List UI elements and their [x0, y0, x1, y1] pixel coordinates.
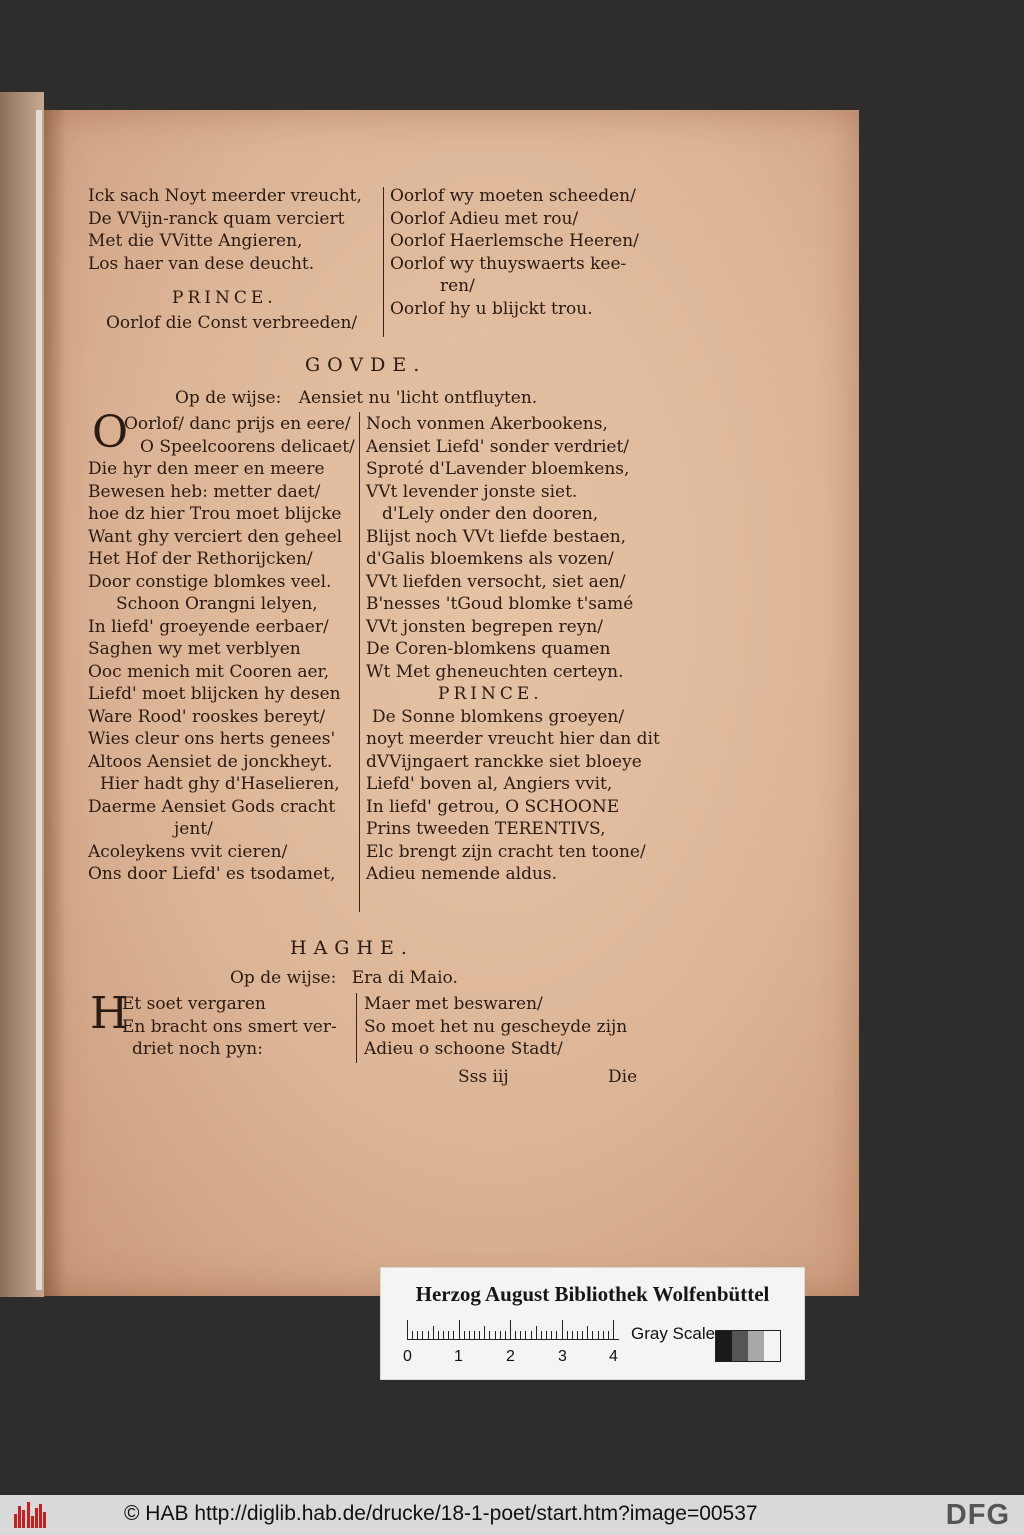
measurement-ruler: [407, 1320, 619, 1340]
ruler-tick: [603, 1331, 604, 1340]
verse-line: ren/: [440, 276, 475, 296]
ruler-tick: [495, 1331, 496, 1340]
verse-line: Altoos Aensiet de jonckheyt.: [88, 751, 333, 772]
column-rule: [359, 412, 360, 912]
ruler-tick: [459, 1320, 460, 1340]
gray-swatch: [748, 1331, 764, 1361]
verse-line: Met die VVitte Angieren,: [88, 231, 303, 251]
verse-line: Ons door Liefd' es tsodamet,: [88, 864, 336, 884]
column-rule: [356, 993, 357, 1063]
gray-scale-swatches: [715, 1330, 781, 1362]
verse-line: Oorlof die Const verbreeden/: [106, 313, 358, 333]
section3-right-column: [364, 993, 627, 1061]
prince-heading: PRINCE.: [438, 684, 543, 704]
section-heading-haghe: HAGHE.: [290, 937, 414, 959]
verse-line: Et soet vergaren: [122, 994, 266, 1014]
verse-line: jent/: [174, 819, 213, 839]
prince-heading: PRINCE.: [172, 288, 277, 308]
section1-left-column: [88, 185, 362, 275]
verse-line: Adieu nemende aldus.: [366, 864, 558, 884]
ruler-tick: [520, 1331, 521, 1340]
ruler-tick: [556, 1331, 557, 1340]
ruler-tick: [577, 1331, 578, 1340]
barcode-logo-icon: [14, 1502, 48, 1528]
drop-capital: O: [92, 407, 129, 458]
ruler-tick: [428, 1331, 429, 1340]
dfg-logo: DFG: [945, 1499, 1010, 1531]
barcode-bar: [27, 1502, 30, 1528]
verse-line: VVt levender jonste siet.: [366, 481, 578, 502]
ruler-tick: [536, 1326, 537, 1340]
verse-line: Die hyr den meer en meere: [88, 459, 325, 479]
page-stack-edge: [36, 110, 42, 1290]
verse-line: Prins tweeden TERENTIVS,: [366, 819, 606, 839]
catchword: Die: [608, 1067, 638, 1087]
gray-swatch: [716, 1331, 732, 1361]
tune-line: [230, 967, 458, 990]
verse-line: noyt meerder vreucht hier dan dit: [366, 729, 660, 749]
verse-line: Schoon Orangni lelyen,: [116, 594, 318, 614]
verse-line: In liefd' getrou, O SCHOONE: [366, 796, 620, 817]
ruler-tick: [572, 1331, 573, 1340]
ruler-tick: [433, 1326, 434, 1340]
verse-line: B'nesses 'tGoud blomke t'samé: [366, 594, 634, 614]
column-rule: [383, 187, 384, 337]
verse-line: Noch vonmen Akerbookens,: [366, 414, 608, 434]
verse-line: So moet het nu gescheyde zijn: [364, 1016, 628, 1037]
barcode-bar: [39, 1504, 42, 1528]
ruler-tick: [582, 1331, 583, 1340]
tune-prefix: Op de wijse:: [230, 968, 337, 988]
verse-line: En bracht ons smert ver-: [122, 1016, 337, 1037]
library-color-target-label: [380, 1267, 805, 1380]
ruler-tick: [598, 1331, 599, 1340]
ruler-tick: [479, 1331, 480, 1340]
barcode-bar: [43, 1512, 46, 1528]
verse-line: Aensiet Liefd' sonder verdriet/: [366, 436, 630, 457]
ruler-tick: [546, 1331, 547, 1340]
ruler-tick: [541, 1331, 542, 1340]
ruler-tick: [608, 1331, 609, 1340]
verse-line: Liefd' boven al, Angiers vvit,: [366, 774, 613, 794]
ruler-tick: [500, 1331, 501, 1340]
verse-line: Wies cleur ons herts genees': [88, 729, 336, 749]
barcode-bar: [31, 1516, 34, 1528]
ruler-number: 4: [609, 1348, 618, 1365]
verse-line: Maer met beswaren/: [364, 994, 543, 1014]
copyright-link[interactable]: © HAB http://diglib.hab.de/drucke/18-1-poet/start.htm?image=00537: [124, 1502, 758, 1525]
section3-left-column: [122, 993, 337, 1061]
ruler-tick: [587, 1326, 588, 1340]
verse-line: De Coren-blomkens quamen: [366, 639, 611, 659]
ruler-tick: [412, 1331, 413, 1340]
barcode-bar: [18, 1506, 21, 1528]
ruler-number: 0: [403, 1348, 412, 1365]
gray-swatch: [732, 1331, 748, 1361]
ruler-tick: [567, 1331, 568, 1340]
verse-line: Blijst noch VVt liefde bestaen,: [366, 526, 627, 547]
signature-mark: Sss iij: [458, 1067, 509, 1087]
ruler-number: 2: [506, 1348, 515, 1365]
section2-right-column: [366, 413, 660, 886]
barcode-bar: [14, 1514, 17, 1528]
ruler-number: 1: [454, 1348, 463, 1365]
barcode-bar: [35, 1508, 38, 1528]
verse-line: Elc brengt zijn cracht ten toone/: [366, 841, 646, 862]
verse-line: VVt jonsten begrepen reyn/: [366, 616, 603, 637]
ruler-tick: [525, 1331, 526, 1340]
ruler-tick: [484, 1326, 485, 1340]
verse-line: O Speelcoorens delicaet/: [140, 436, 355, 457]
tune-name: Aensiet nu 'licht ontfluyten.: [298, 388, 538, 408]
ruler-tick: [474, 1331, 475, 1340]
ruler-tick: [531, 1331, 532, 1340]
verse-line: In liefd' groeyende eerbaer/: [88, 616, 329, 637]
verse-line: Daerme Aensiet Gods cracht: [88, 796, 336, 817]
section1-right-column: [390, 185, 639, 320]
verse-line: d'Lely onder den dooren,: [382, 504, 599, 524]
page-gutter-shadow: [44, 110, 66, 1296]
verse-line: Wt Met gheneuchten certeyn.: [366, 661, 624, 682]
ruler-tick: [613, 1320, 614, 1340]
ruler-tick: [417, 1331, 418, 1340]
section-heading-govde: GOVDE.: [305, 354, 427, 376]
verse-line: Oorlof Haerlemsche Heeren/: [390, 231, 639, 251]
ruler-tick: [505, 1331, 506, 1340]
verse-line: Adieu o schoone Stadt/: [364, 1039, 563, 1059]
verse-line: d'Galis bloemkens als vozen/: [366, 549, 614, 569]
verse-line: Ware Rood' rooskes bereyt/: [88, 706, 326, 727]
viewer-footer: [0, 1495, 1024, 1535]
ruler-tick: [407, 1320, 408, 1340]
verse-line: Ooc menich mit Cooren aer,: [88, 661, 330, 682]
section2-left-column: [88, 407, 355, 886]
verse-line: VVt liefden versocht, siet aen/: [366, 571, 626, 592]
ruler-tick: [489, 1331, 490, 1340]
verse-line: Ick sach Noyt meerder vreucht,: [88, 186, 362, 206]
verse-line: Door constige blomkes veel.: [88, 571, 332, 592]
verse-line: Oorlof wy thuyswaerts kee-: [390, 253, 627, 274]
barcode-bar: [22, 1510, 25, 1528]
ruler-tick: [438, 1331, 439, 1340]
tune-line: [175, 387, 537, 410]
tune-name: Era di Maio.: [351, 968, 458, 988]
verse-line: De Sonne blomkens groeyen/: [372, 706, 625, 727]
ruler-number: 3: [558, 1348, 567, 1365]
verse-line: Oorlof Adieu met rou/: [390, 208, 579, 229]
verse-line: Oorlof hy u blijckt trou.: [390, 298, 593, 319]
verse-line: dVVijngaert ranckke siet bloeye: [366, 751, 642, 772]
verse-line: Los haer van dese deucht.: [88, 253, 315, 274]
verse-line: De VVijn-ranck quam verciert: [88, 208, 345, 229]
verse-line: Sproté d'Lavender bloemkens,: [366, 459, 630, 479]
library-name: Herzog August Bibliothek Wolfenbüttel: [415, 1282, 770, 1306]
ruler-tick: [453, 1331, 454, 1340]
ruler-tick: [551, 1331, 552, 1340]
verse-line: Liefd' moet blijcken hy desen: [88, 684, 341, 704]
verse-line: Hier hadt ghy d'Haselieren,: [100, 774, 340, 794]
tune-prefix: Op de wijse:: [175, 388, 282, 408]
verse-line: Saghen wy met verblyen: [88, 639, 301, 659]
ruler-tick: [469, 1331, 470, 1340]
ruler-tick: [515, 1331, 516, 1340]
ruler-tick: [592, 1331, 593, 1340]
verse-line: driet noch pyn:: [132, 1039, 263, 1059]
ruler-tick: [448, 1331, 449, 1340]
verse-line: Bewesen heb: metter daet/: [88, 481, 321, 502]
ruler-tick: [562, 1320, 563, 1340]
verse-line: Het Hof der Rethorijcken/: [88, 549, 313, 569]
ruler-tick: [464, 1331, 465, 1340]
verse-line: Oorlof/ danc prijs en eere/: [124, 414, 351, 434]
drop-capital: H: [90, 988, 129, 1039]
verse-line: hoe dz hier Trou moet blijcke: [88, 504, 342, 524]
verse-line: Acoleykens vvit cieren/: [88, 841, 288, 862]
ruler-tick: [422, 1331, 423, 1340]
gray-swatch: [764, 1331, 780, 1361]
ruler-tick: [443, 1331, 444, 1340]
ruler-tick: [510, 1320, 511, 1340]
gray-scale-label: Gray Scale: [631, 1324, 716, 1343]
verse-line: Want ghy verciert den geheel: [88, 526, 343, 547]
verse-line: Oorlof wy moeten scheeden/: [390, 186, 636, 206]
